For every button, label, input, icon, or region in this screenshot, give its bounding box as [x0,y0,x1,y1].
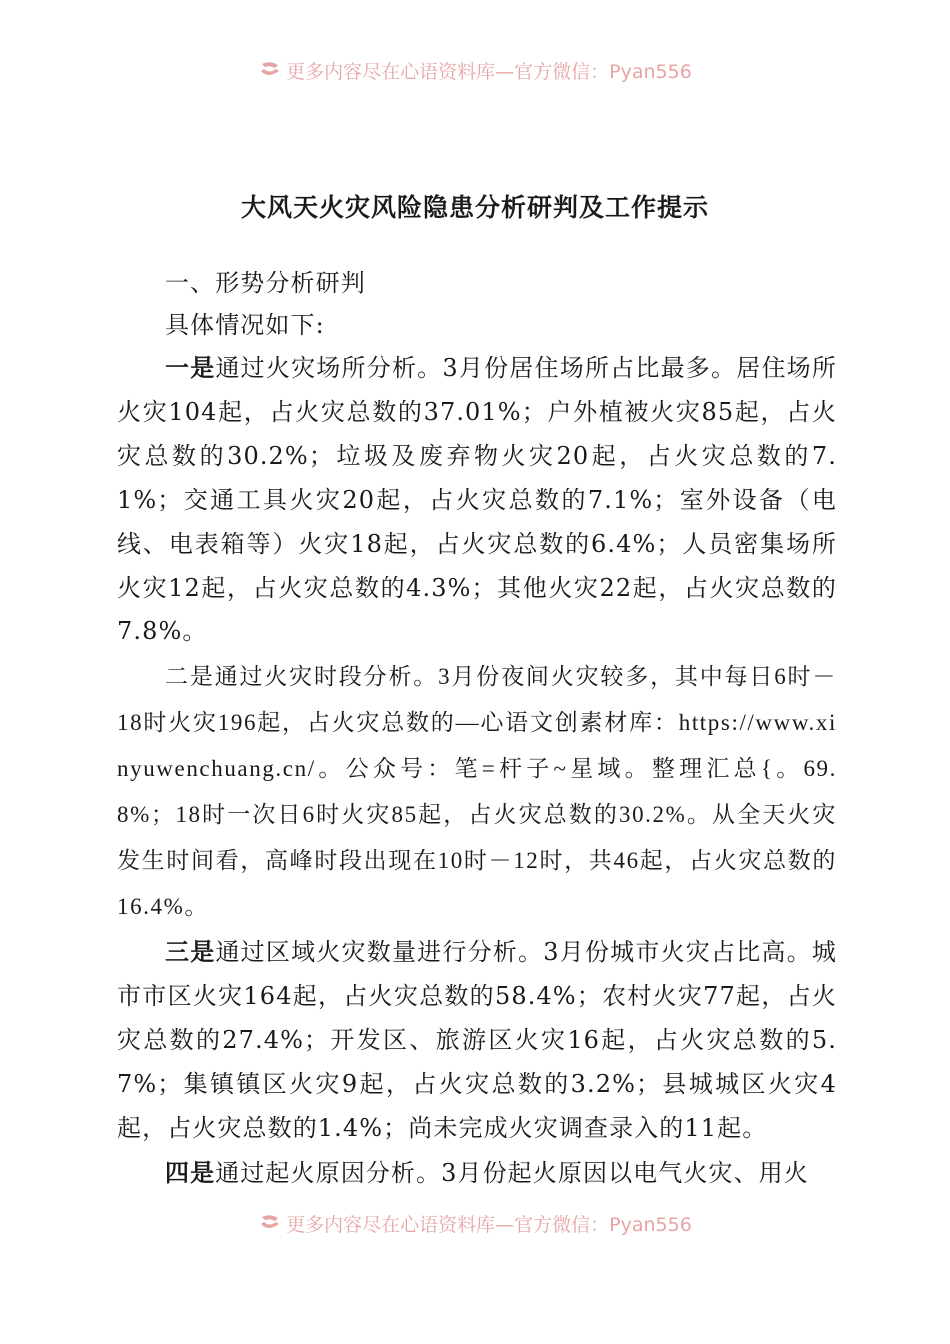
intro-line: 具体情况如下: [165,311,325,339]
paragraph-lead: 四是 [165,1157,216,1187]
document-body [117,262,837,1196]
watermark-logo-icon [258,59,282,81]
paragraph-time-analysis [117,654,837,930]
watermark-footer [0,1208,950,1238]
paragraph-lead: 一是 [165,353,216,382]
paragraph-text: 二是通过火灾时段分析。3月份夜间火灾较多，其中每日6时－18时火灾196起，占火灾总数的—心语文创素材库：https://www.xinyuwenchuang.cn/。公众号：笔=杆子~星域。整理汇总{。69.8%；18时一次日6时火灾85起，占火灾总数的30.2%。从全天火灾发生时间看，高峰时段出现在10时－12时，共46起，占火灾总数的16.4%。 [117,664,837,920]
paragraph-venue-analysis [117,346,837,654]
paragraph-lead: 三是 [165,937,216,967]
watermark-text: 更多内容尽在心语资料库—官方微信：Pyan556 [286,60,692,83]
watermark-header [0,55,950,85]
section-heading: 一、形势分析研判 [165,269,366,297]
paragraph-text: 通过火灾场所分析。3月份居住场所占比最多。居住场所火灾104起，占火灾总数的37.01%；户外植被火灾85起，占火灾总数的30.2%；垃圾及废弃物火灾20起，占火灾总数的7.1%；交通工具火灾20起，占火灾总数的7.1%；室外设备（电线、电表箱等）火灾18起，占火灾总数的6.4%；人员密集场所火灾12起，占火灾总数的4.3%；其他火灾22起，占火灾总数的7.8%。 [117,354,837,646]
paragraph-cause-analysis [117,1151,837,1196]
paragraph-text: 通过起火原因分析。3月份起火原因以电气火灾、用火 [215,1158,809,1187]
watermark-logo-icon [258,1212,282,1234]
document-title: 大风天火灾风险隐患分析研判及工作提示 [240,193,709,222]
watermark-text: 更多内容尽在心语资料库—官方微信：Pyan556 [286,1213,692,1236]
paragraph-region-analysis [117,930,837,1151]
paragraph-text: 通过区域火灾数量进行分析。3月份城市火灾占比高。城市市区火灾164起，占火灾总数的58.4%；农村火灾77起，占火灾总数的27.4%；开发区、旅游区火灾16起，占火灾总数的5.7%；集镇镇区火灾9起，占火灾总数的3.2%；县城城区火灾4起，占火灾总数的1.4%；尚未完成火灾调查录入的11起。 [117,938,837,1142]
